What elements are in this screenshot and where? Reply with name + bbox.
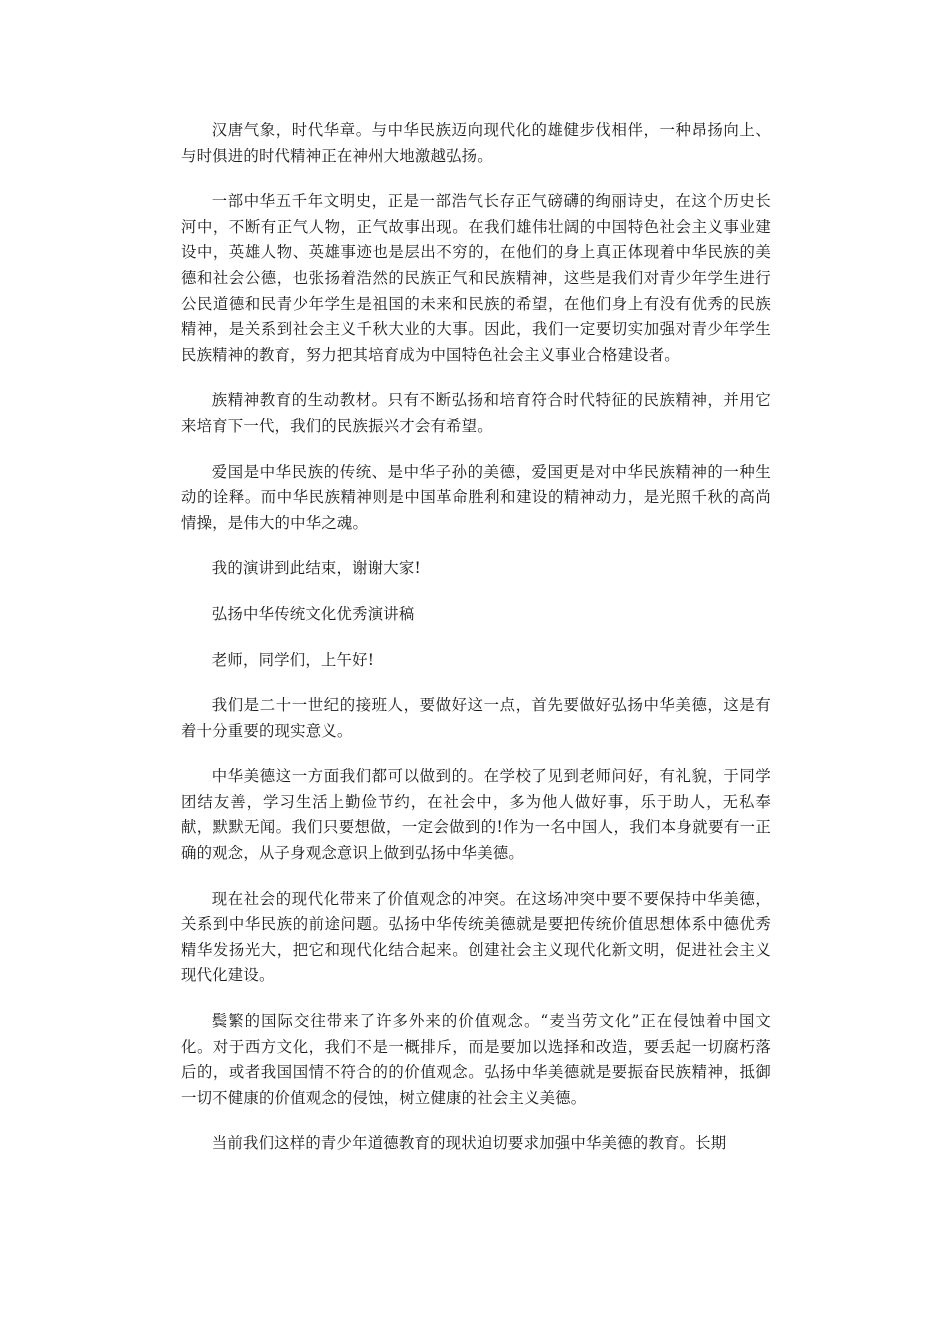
- paragraph-8: 我们是二十一世纪的接班人，要做好这一点，首先要做好弘扬中华美德，这是有着十分重要的现实意义。: [181, 696, 771, 740]
- paragraph-5: 我的演讲到此结束，谢谢大家!: [211, 559, 421, 578]
- paragraph-10: 现在社会的现代化带来了价值观念的冲突。在这场冲突中要不要保持中华美德，关系到中华民族的前途问题。弘扬中华传统美德就是要把传统价值思想体系中德优秀精华发扬光大，把它和现代化结合起来。创建社会主义现代化新文明，促进社会主义现代化建设。: [181, 889, 771, 985]
- paragraph-12: 当前我们这样的青少年道德教育的现状迫切要求加强中华美德的教育。长期: [211, 1134, 727, 1153]
- greeting: 老师，同学们，上午好!: [211, 650, 375, 669]
- paragraph-1: 汉唐气象，时代华章。与中华民族迈向现代化的雄健步伐相伴，一种昂扬向上、与时俱进的时代精神正在神州大地激越弘扬。: [181, 121, 771, 165]
- paragraph-4: 爱国是中华民族的传统、是中华子孙的美德，爱国更是对中华民族精神的一种生动的诠释。而中华民族精神则是中国革命胜利和建设的精神动力，是光照千秋的高尚情操，是伟大的中华之魂。: [181, 462, 771, 532]
- paragraph-2: 一部中华五千年文明史，正是一部浩气长存正气磅礴的绚丽诗史，在这个历史长河中，不断有正气人物，正气故事出现。在我们雄伟壮阔的中国特色社会主义事业建设中，英雄人物、英雄事迹也是层出不穷的，在他们的身上真正体现着中华民族的美德和社会公德，也张扬着浩然的民族正气和民族精神，这些是我们对青少年学生进行公民道德和民青少年学生是祖国的未来和民族的希望，在他们身上有没有优秀的民族精神，是关系到社会主义千秋大业的大事。因此，我们一定要切实加强对青少年学生民族精神的教育，努力把其培育成为中国特色社会主义事业合格建设者。: [181, 192, 771, 364]
- paragraph-11: 鬓繁的国际交往带来了许多外来的价值观念。“麦当劳文化”正在侵蚀着中国文化。对于西方文化，我们不是一概排斥，而是要加以选择和改造，要丢起一切腐朽落后的，或者我国国情不符合的的价值观念。弘扬中华美德就是要振奋民族精神，抵御一切不健康的价值观念的侵蚀，树立健康的社会主义美德。: [181, 1012, 771, 1107]
- paragraph-3: 族精神教育的生动教材。只有不断弘扬和培育符合时代特征的民族精神，并用它来培育下一代，我们的民族振兴才会有希望。: [181, 391, 771, 435]
- paragraph-9: 中华美德这一方面我们都可以做到的。在学校了见到老师问好，有礼貌，于同学团结友善，学习生活上勤俭节约，在社会中，多为他人做好事，乐于助人，无私奉献，默默无闻。我们只要想做，一定会做到的!作为一名中国人，我们本身就要有一正确的观念，从子身观念意识上做到弘扬中华美德。: [181, 767, 771, 863]
- document-body: [181, 118, 771, 1177]
- speech-title: 弘扬中华传统文化优秀演讲稿: [211, 604, 415, 623]
